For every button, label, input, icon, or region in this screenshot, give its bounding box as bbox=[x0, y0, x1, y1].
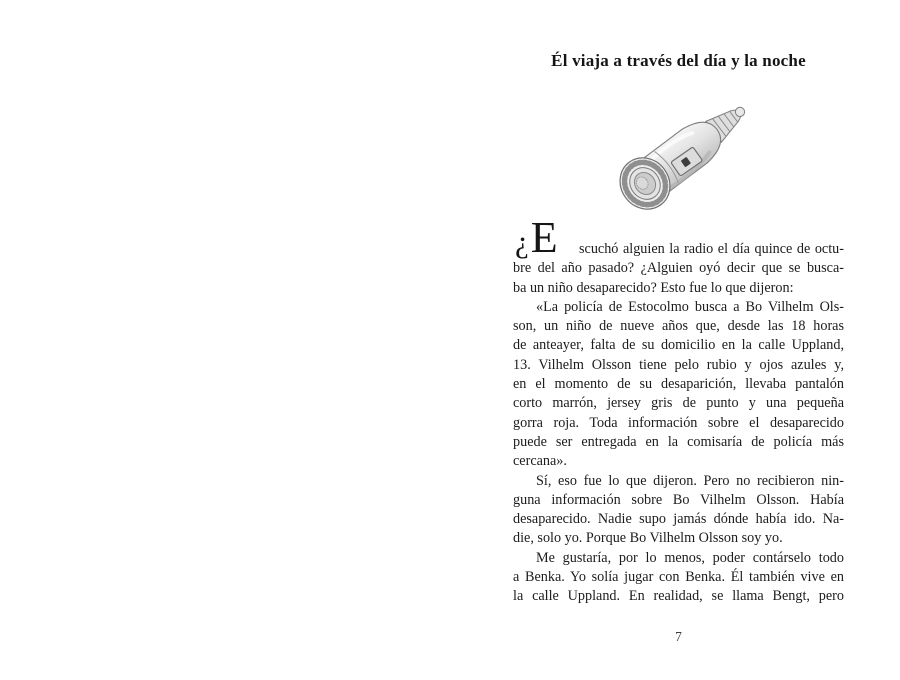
chapter-title: Él viaja a través del día y la noche bbox=[551, 51, 806, 70]
text-line: cercana». bbox=[513, 453, 567, 470]
text-line: «La policía de Estocolmo busca a Bo Vilhelm Ols- bbox=[536, 298, 844, 315]
text-line: en el momento de su desaparición, llevaba pantalón bbox=[513, 376, 844, 393]
dropcap-inverted-question: ¿ bbox=[515, 224, 529, 259]
text-line: Me gustaría, por lo menos, poder contárselo todo bbox=[536, 549, 844, 566]
page-number: 7 bbox=[675, 629, 682, 644]
text-line: puede ser entregada en la comisaría de policía más bbox=[513, 433, 844, 450]
dropcap bbox=[515, 213, 558, 262]
text-line: son, un niño de nueve años que, desde las 18 horas bbox=[513, 318, 844, 335]
text-line: die, solo yo. Porque Bo Vilhelm Olsson soy yo. bbox=[513, 530, 783, 547]
text-line: bre del año pasado? ¿Alguien oyó decir que se busca- bbox=[513, 260, 844, 277]
text-column bbox=[513, 213, 844, 607]
flashlight-illustration bbox=[608, 100, 758, 218]
text-line: de anteayer, falta de su domicilio en la calle Uppland, bbox=[513, 337, 844, 354]
text-line: guna información sobre Bo Vilhelm Olsson. Había bbox=[513, 491, 844, 508]
flashlight-sketch-svg bbox=[608, 100, 758, 218]
text-line: scuchó alguien la radio el día quince de octu- bbox=[579, 241, 844, 257]
dropcap-letter: E bbox=[530, 213, 558, 262]
text-line: corto marrón, jersey gris de punto y una pequeña bbox=[513, 395, 844, 412]
text-line: desaparecido. Nadie supo jamás dónde había ido. Na- bbox=[513, 511, 844, 528]
text-line: a Benka. Yo solía jugar con Benka. Él también vive en bbox=[513, 569, 844, 586]
text-line: Sí, eso fue lo que dijeron. Pero no recibieron nin- bbox=[536, 472, 844, 489]
text-line: la calle Uppland. En realidad, se llama Bengt, pero bbox=[513, 588, 844, 605]
right-page bbox=[450, 0, 900, 680]
text-line: gorra roja. Toda información sobre el desaparecido bbox=[513, 414, 844, 431]
text-line: 13. Vilhelm Olsson tiene pelo rubio y ojos azules y, bbox=[513, 356, 844, 373]
text-line: ba un niño desaparecido? Esto fue lo que dijeron: bbox=[513, 279, 794, 296]
